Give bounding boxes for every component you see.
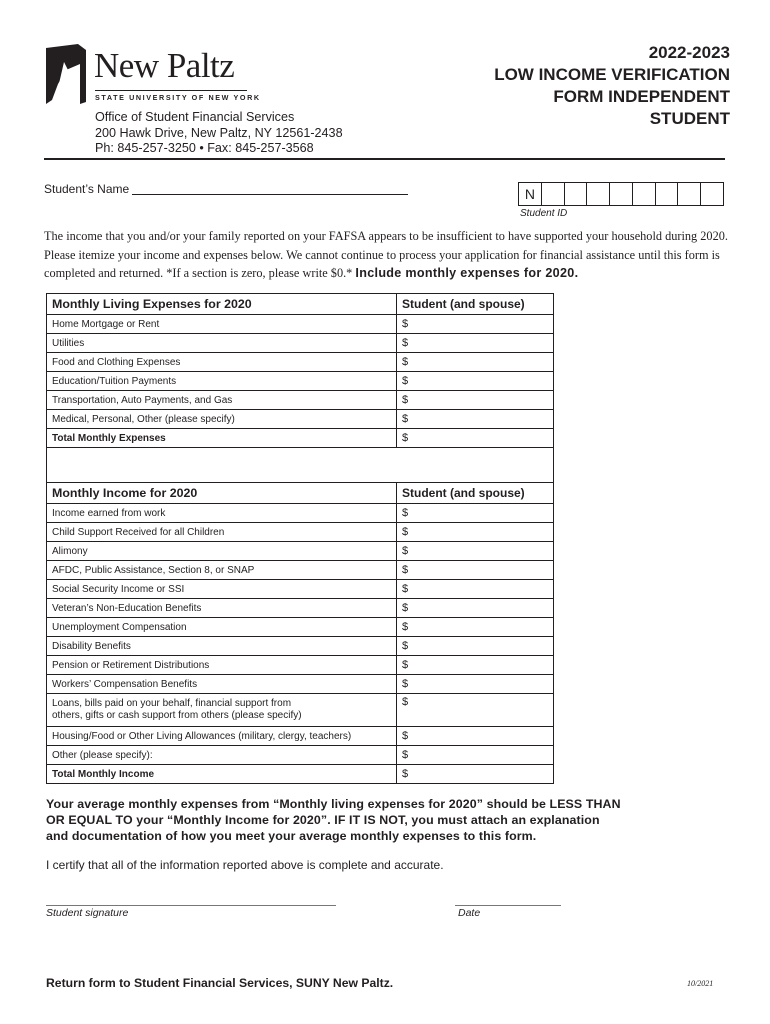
row-label: Alimony [47,542,397,561]
total-income-label: Total Monthly Income [47,765,397,784]
logo-wordmark: New Paltz [94,46,235,85]
instructions [44,227,734,283]
row-label: Utilities [47,334,397,353]
office-line: Ph: 845-257-3250 • Fax: 845-257-3568 [95,141,314,155]
expenses-column-header: Student (and spouse) [397,294,554,315]
row-label: Other (please specify): [47,746,397,765]
student-id-label: Student ID [520,208,568,219]
row-label [47,694,397,727]
income-header: Monthly Income for 2020 [47,483,397,504]
table-row [47,694,554,727]
warning-line: OR EQUAL TO your “Monthly Income for 2020”. IF IT IS NOT, you must attach an explanation [46,813,600,827]
table-row [47,353,554,372]
logo-divider [95,90,247,91]
loans-label-line: others, gifts or cash support from others (please specify) [52,710,302,721]
table-row [47,542,554,561]
table-row [47,391,554,410]
student-id-cell[interactable] [632,183,655,205]
date-field[interactable] [455,905,561,906]
logo-subtitle: STATE UNIVERSITY OF NEW YORK [95,93,261,102]
table-row [47,727,554,746]
form-title [494,42,730,130]
amount-field[interactable]: $ [397,561,554,580]
title-line: LOW INCOME VERIFICATION [494,65,730,84]
student-id-cell[interactable] [586,183,609,205]
total-income-field[interactable]: $ [397,765,554,784]
table-row [47,746,554,765]
row-label: AFDC, Public Assistance, Section 8, or SNAP [47,561,397,580]
amount-field[interactable]: $ [397,599,554,618]
row-label: Child Support Received for all Children [47,523,397,542]
student-id-cell[interactable] [677,183,700,205]
row-label: Income earned from work [47,504,397,523]
office-address [95,110,343,157]
instructions-emphasis: Include monthly expenses for 2020. [355,266,579,280]
return-instructions: Return form to Student Financial Services, SUNY New Paltz. [46,976,394,990]
amount-field[interactable]: $ [397,727,554,746]
amount-field[interactable]: $ [397,391,554,410]
table-row [47,504,554,523]
amount-field[interactable]: $ [397,372,554,391]
total-row [47,429,554,448]
table-spacer [46,447,554,482]
table-row [47,410,554,429]
instructions-text: The income that you and/or your family reported on your FAFSA appears to be insufficient to have supported your household during 2020. Please itemize your income and expenses below. We cannot continue to process your application for financial assistance until this form is completed and returned. *If a section is zero, please write $0.* [44,229,728,280]
amount-field[interactable]: $ [397,353,554,372]
row-label: Disability Benefits [47,637,397,656]
total-expenses-field[interactable]: $ [397,429,554,448]
income-table [46,482,554,784]
amount-field[interactable]: $ [397,637,554,656]
row-label: Unemployment Compensation [47,618,397,637]
amount-field[interactable]: $ [397,580,554,599]
expenses-table [46,293,554,448]
date-label: Date [458,907,481,919]
row-label: Workers’ Compensation Benefits [47,675,397,694]
amount-field[interactable]: $ [397,694,554,727]
loans-label-line: Loans, bills paid on your behalf, financial support from [52,698,292,709]
office-line: 200 Hawk Drive, New Paltz, NY 12561-2438 [95,125,343,140]
office-line: Office of Student Financial Services [95,110,295,124]
student-id-cell[interactable] [609,183,632,205]
expenses-header: Monthly Living Expenses for 2020 [47,294,397,315]
total-expenses-label: Total Monthly Expenses [47,429,397,448]
amount-field[interactable]: $ [397,315,554,334]
row-label: Food and Clothing Expenses [47,353,397,372]
row-label: Home Mortgage or Rent [47,315,397,334]
table-row [47,334,554,353]
table-header-row [47,483,554,504]
table-header-row [47,294,554,315]
total-row [47,765,554,784]
new-paltz-logo-icon [44,44,88,106]
table-row [47,523,554,542]
table-row [47,618,554,637]
title-line: FORM INDEPENDENT [553,87,730,106]
student-id-field[interactable] [518,182,724,206]
table-row [47,315,554,334]
comparison-warning [46,796,726,844]
row-label: Medical, Personal, Other (please specify) [47,410,397,429]
amount-field[interactable]: $ [397,542,554,561]
signature-label: Student signature [46,907,129,919]
income-column-header: Student (and spouse) [397,483,554,504]
certification-statement: I certify that all of the information reported above is complete and accurate. [46,858,444,872]
student-id-prefix: N [524,186,535,202]
table-row [47,580,554,599]
student-id-cell[interactable] [655,183,678,205]
table-row [47,656,554,675]
table-row [47,637,554,656]
student-name-field[interactable] [132,194,408,195]
header-divider [44,158,725,160]
warning-line: Your average monthly expenses from “Monthly living expenses for 2020” should be LESS THAN [46,797,621,811]
student-id-cell[interactable] [564,183,587,205]
amount-field[interactable]: $ [397,334,554,353]
amount-field[interactable]: $ [397,410,554,429]
title-line: STUDENT [649,109,730,128]
amount-field[interactable]: $ [397,675,554,694]
row-label: Education/Tuition Payments [47,372,397,391]
row-label: Pension or Retirement Distributions [47,656,397,675]
table-row [47,599,554,618]
row-label: Housing/Food or Other Living Allowances (military, clergy, teachers) [47,727,397,746]
amount-field[interactable]: $ [397,504,554,523]
signature-field[interactable] [46,905,336,906]
warning-line: and documentation of how you meet your average monthly expenses to this form. [46,829,537,843]
student-name-label: Student’s Name [44,182,130,196]
table-row [47,372,554,391]
amount-field[interactable]: $ [397,523,554,542]
student-id-cell[interactable] [700,183,723,205]
title-line: 2022-2023 [648,43,730,62]
table-row [47,561,554,580]
row-label: Social Security Income or SSI [47,580,397,599]
amount-field[interactable]: $ [397,746,554,765]
student-id-cell[interactable] [541,183,564,205]
form-revision-code: 10/2021 [687,979,714,988]
row-label: Transportation, Auto Payments, and Gas [47,391,397,410]
amount-field[interactable]: $ [397,656,554,675]
table-row [47,675,554,694]
row-label: Veteran’s Non-Education Benefits [47,599,397,618]
amount-field[interactable]: $ [397,618,554,637]
